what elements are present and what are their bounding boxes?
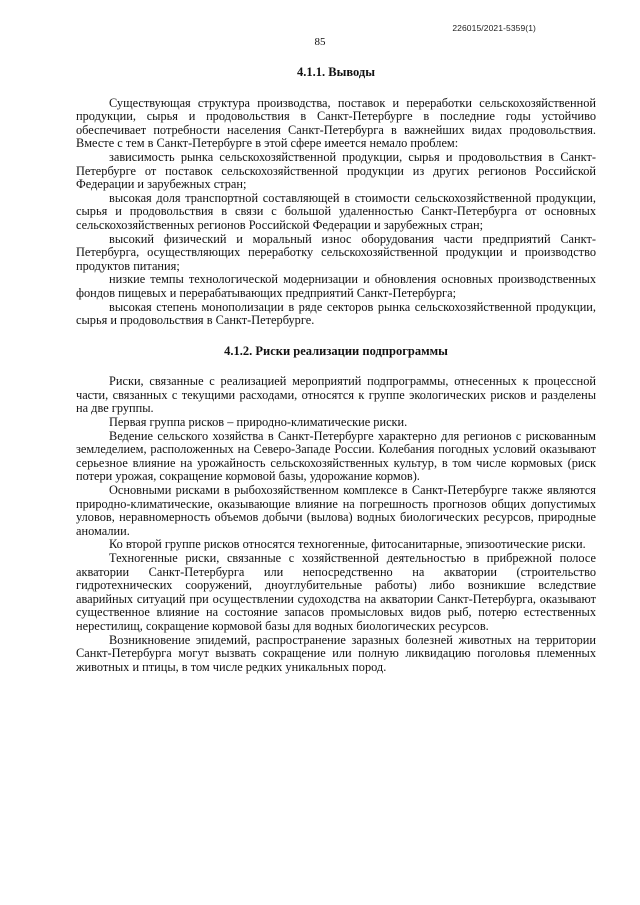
paragraph: Ведение сельского хозяйства в Санкт-Петербурге характерно для регионов с рискованным земледелием, расположенных на Северо-Западе России. Колебания погодных условий оказывают серьезное влияние на урожайность сельскохозяйственных культур, в том числе кормовых (риск потери урожая, сокращение кормовой базы, удорожание кормов). [76, 428, 596, 484]
paragraph: Первая группа рисков – природно-климатические риски. [109, 415, 408, 430]
paragraph: Техногенные риски, связанные с хозяйственной деятельностью в прибрежной полосе акватории Санкт-Петербурга или непосредственно на акватории (строительство гидротехнических сооружений, дноуглубительные работы) либо возникшие вследствие аварийных ситуаций при осуществлении судоходства на акватории Санкт-Петербурга, оказывают существенное влияние на состояние запасов промысловых видов рыб, потерю естественных нерестилищ, сокращение кормовой базы для водных биологических ресурсов. [76, 551, 596, 633]
section-heading-conclusions: 4.1.1. Выводы [297, 65, 375, 79]
list-item: низкие темпы технологической модернизации и обновления основных производственных фондов пищевых и перерабатывающих предприятий Санкт-Петербурга; [76, 272, 596, 300]
section-heading-risks: 4.1.2. Риски реализации подпрограммы [224, 343, 448, 358]
list-item: зависимость рынка сельскохозяйственной продукции, сырья и продовольствия в Санкт-Петербурге от поставок сельскохозяйственной продукции из других регионов Российской Федерации и зарубежных стран; [76, 149, 596, 192]
paragraph: Существующая структура производства, поставок и переработки сельскохозяйственной продукции, сырья и продовольствия в Санкт-Петербурге в последние годы устойчиво обеспечивает потребности населения Санкт-Петербурга в важнейших видах продовольствия. Вместе с тем в Санкт-Петербурге в этой сфере имеется немало проблем: [76, 95, 596, 151]
paragraph: Возникновение эпидемий, распространение заразных болезней животных на территории Санкт-Петербурга могут вызвать сокращение или полную ликвидацию поголовья племенных животных и птицы, в том числе редких уникальных пород. [76, 632, 596, 674]
paragraph: Риски, связанные с реализацией мероприятий подпрограммы, отнесенных к процессной части, связанных с текущими расходами, относятся к группе экологических рисков и разделены на две группы. [76, 374, 596, 416]
list-item: высокая доля транспортной составляющей в стоимости сельскохозяйственной продукции, сырья и продовольствия в связи с большой удаленностью Санкт-Петербурга от основных сельскохозяйственных регионов Российской Федерации и зарубежных стран; [76, 190, 596, 232]
paragraph: Основными рисками в рыбохозяйственном комплексе в Санкт-Петербурге также являются природно-климатические, оказывающие влияние на погрешность прогнозов общих допустимых уловов, неравномерность объемов добычи (вылова) водных биологических ресурсов, природные аномалии. [76, 483, 596, 538]
document-id: 226015/2021-5359(1) [452, 23, 536, 33]
list-item: высокая степень монополизации в ряде секторов рынка сельскохозяйственной продукции, сырья и продовольствия в Санкт-Петербурге. [76, 299, 596, 328]
paragraph: Ко второй группе рисков относятся техногенные, фитосанитарные, эпизоотические риски. [109, 537, 586, 552]
document-body [76, 60, 596, 674]
page-number: 85 [314, 36, 326, 48]
list-item: высокий физический и моральный износ оборудования части предприятий Санкт-Петербурга, осуществляющих переработку сельскохозяйственной продукции и производство продуктов питания; [76, 231, 596, 273]
